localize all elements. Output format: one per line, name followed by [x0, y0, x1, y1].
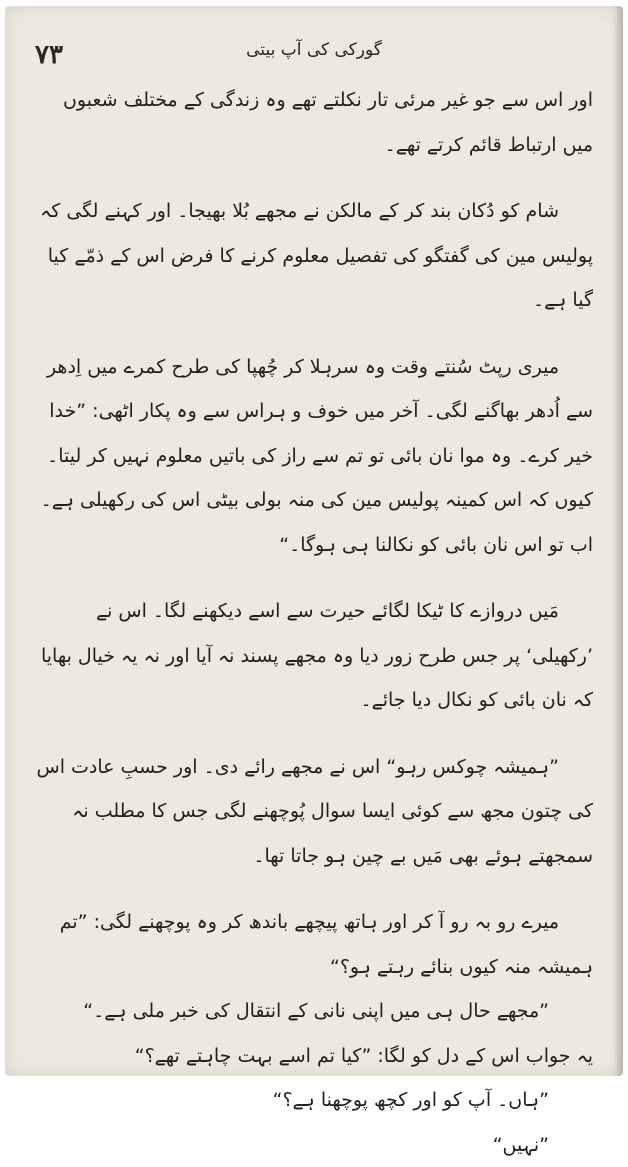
running-title: گورکی کی آپ بیتی: [5, 40, 623, 60]
dialogue-line: ”نہیں“: [35, 1123, 593, 1167]
paragraph: میری رپٹ سُنتے وقت وہ سرہلا کر چُھپا کی طرح کمرے میں اِدھر سے اُدھر بھاگنے لگی۔ آخر میں خوف و ہراس سے وہ پکار اٹھی: ”خدا خیر کرے۔ وہ موا نان بائی تو تم سے راز کی باتیں معلوم نہیں کر لیتا۔ کیوں کہ اس کمینہ پولیس مین کی منہ بولی بیٹی اس کی رکھیلی ہے۔ اب تو اس نان بائی کو نکالنا ہی ہوگا۔“: [35, 345, 593, 568]
body-text: [35, 78, 593, 1167]
paragraph: یہ جواب اس کے دل کو لگا: ”کیا تم اسے بہت چاہتے تھے؟“: [35, 1034, 593, 1079]
page-edge-shadow: [613, 6, 623, 1076]
paragraph: شام کو دُکان بند کر کے مالکن نے مجھے بُلا بھیجا۔ اور کہنے لگی کہ پولیس مین کی گفتگو کی تفصیل معلوم کرنے کا فرض اس کے ذمّے کیا گیا ہے۔: [35, 189, 593, 323]
dialogue-line: ”مجھے حال ہی میں اپنی نانی کے انتقال کی خبر ملی ہے۔“: [35, 989, 593, 1034]
paragraph: ”ہمیشہ چوکس رہو“ اس نے مجھے رائے دی۔ اور حسبِ عادت اس کی چتون مجھ سے کوئی ایسا سوال پُوچھنے لگی جس کا مطلب نہ سمجھتے ہوئے بھی مَیں بے چین ہو جاتا تھا۔: [35, 745, 593, 879]
paragraph: مَیں دروازے کا ٹیکا لگائے حیرت سے اسے دیکھنے لگا۔ اس نے ’رکھیلی‘ پر جس طرح زور دیا وہ مجھے پسند نہ آیا اور نہ یہ خیال بھایا کہ نان بائی کو نکال دیا جائے۔: [35, 589, 593, 723]
book-page: [5, 6, 623, 1076]
paragraph: میرے رو بہ رو آ کر اور ہاتھ پیچھے باندھ کر وہ پوچھنے لگی: ”تم ہمیشہ منہ کیوں بنائے رہتے ہو؟“: [35, 900, 593, 989]
dialogue-line: ”ہاں۔ آپ کو اور کچھ پوچھنا ہے؟“: [35, 1078, 593, 1123]
page-header: [5, 36, 623, 76]
page-number: ۷۳: [35, 40, 63, 70]
paragraph: اور اس سے جو غیر مرئی تار نکلتے تھے وہ زندگی کے مختلف شعبوں میں ارتباط قائم کرتے تھے۔: [35, 78, 593, 167]
